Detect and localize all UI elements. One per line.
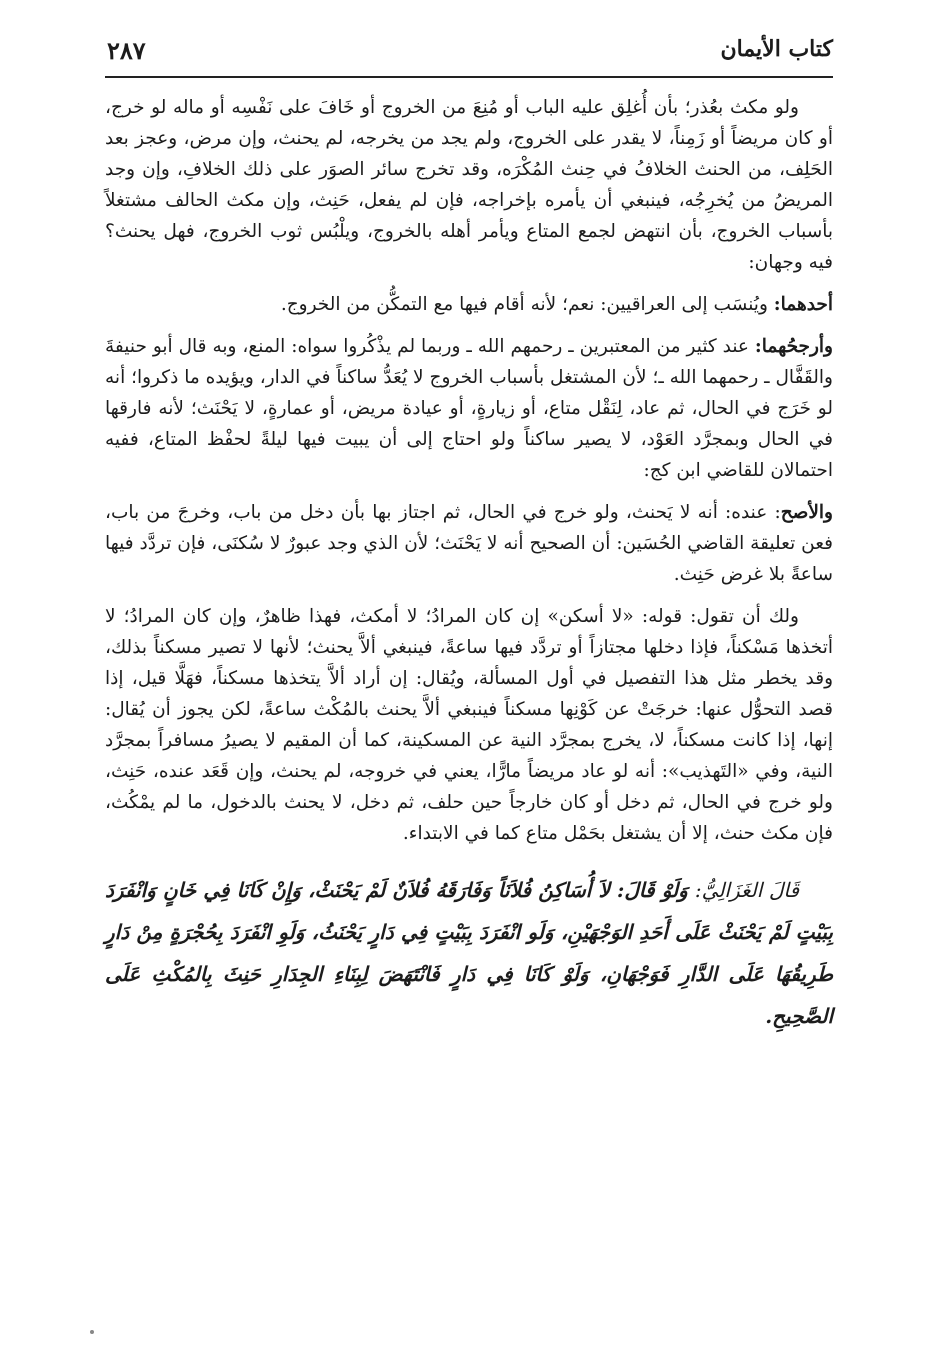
scan-mark xyxy=(90,1330,94,1334)
paragraph-2-lead: أحدهما: xyxy=(773,294,833,315)
ghazali-quote xyxy=(105,869,833,1037)
paragraph-4 xyxy=(105,497,833,590)
paragraph-3 xyxy=(105,331,833,486)
page-header xyxy=(105,28,833,74)
quote-intro: قَالَ الغَزَالِيُّ: xyxy=(694,878,800,902)
paragraph-4-lead: والأصح xyxy=(780,502,833,523)
page-body xyxy=(105,92,833,1048)
paragraph-5: ولك أن تقول: قوله: «لا أسكن» إن كان المرادُ؛ لا أمكث، فهذا ظاهرٌ، وإن كان المرادُ؛ لا أتخذها مَسْكناً، فإذا دخلها مجتازاً أو تردَّد فيها ساعةً، فينبغي ألاَّ يحنث؛ لأنها لا تصير مسكناً بذلك، وقد يخطر مثل هذا التفصيل في أول المسألة، ويُقال: إن أراد ألاَّ يتخذها مسكناً، فهَلَّا قيل، إذا قصد التحوُّل عنها: خرجَتْ عن كَوْنِها مسكناً فينبغي ألاَّ يحنث بالمُكْث ساعةً، لكن يجوز أن يُقال: إنها، إذا كانت مسكناً، لا، يخرج بمجرَّد النية عن المسكينة، كما أن المقيم لا يصيرُ مسافراً بمجرَّد النية، وفي «التَهذيب»: أنه لو عاد مريضاً مارًّا، يعني في خروجه، لم يحنث، وإن قَعَد عنده، حَنِث، ولو خرج في الحال، ثم دخل أو كان خارجاً حين حلف، ثم دخل، لا يحنث بالدخول، ما لم يمْكُث، فإن مكث حنث، إلا أن يشتغل بحَمْل متاع كما في الابتداء. xyxy=(105,606,833,844)
paragraph-4-text: : عنده: أنه لا يَحنث، ولو خرج في الحال، ثم اجتاز بها بأن دخل من باب، وخرجَ من باب، فعن تعليقة القاضي الحُسَين: أن الصحيح أنه لا يَحْنَث؛ لأن الذي وجد عبورٌ لا سُكنَى، فإن تردَّد فيها ساعةً بلا غرض حَنِث. xyxy=(105,502,833,585)
paragraph-2-text: ويُنسَب إلى العراقيين: نعم؛ لأنه أقام فيها مع التمكُّن من الخروج. xyxy=(280,294,774,315)
paragraph-1: ولو مكث بعُذر؛ بأن أُغلِق عليه الباب أو مُنِعَ من الخروج أو خَافَ على نَفْسِه أو ماله لو خرج، أو كان مريضاً أو زَمِناً، لا يقدر على الخروج، ولم يجد من يخرجه، لم يحنث، وإن مرض، وعجز بعد الحَلِف، من الحنث الخلافُ في حِنث المُكْرَه، وقد تخرج سائر الصوَر على ذلك الخلافِ، وإن وجد المريضُ من يُخرِجُه، فينبغي أن يأمره بإخراجه، فإن لم يفعل، حَنِث، وإن مكث الحالف مشتغلاً بأسباب الخروج، بأن انتهض لجمع المتاع ويأمر أهله بالخروج، ويلْبُس ثوب الخروج، فهل يحنث؟ فيه وجهان: xyxy=(105,97,833,273)
paragraph-3-text: عند كثير من المعتبرين ـ رحمهم الله ـ وربما لم يذْكُروا سواه: المنع، وبه قال أبو حنيفةَ والقَفَّال ـ رحمهما الله ـ؛ لأن المشتغل بأسباب الخروج لا يُعَدُّ ساكناً في الدار، ويؤيده ما ذكروا؛ أنه لو خَرَج في الحال، ثم عاد، لِنَقْل متاع، أو زيارةٍ، أو عيادة مريض، أو عمارةٍ، لا يَحْنَث؛ لأنه فارقها في الحال وبمجرَّد العَوْد، لا يصير ساكناً ولو احتاج إلى أن يبيت فيها ليلةً لحفْظ المتاع، ففيه احتمالان للقاضي ابن كج: xyxy=(105,336,833,481)
book-chapter-title: كتاب الأيمان xyxy=(720,36,833,62)
page-number: ٢٨٧ xyxy=(107,36,146,65)
header-rule xyxy=(105,76,833,78)
paragraph-2 xyxy=(105,289,833,320)
quote-text: وَلَوْ قَالَ: لاَ أُسَاكِنُ فُلاَنَاً وَفَارَقَهُ فُلاَنٌ لَمْ يَحْنَثْ، وَإِنْ كَانَا فِي خَانٍ وَانْفَرَدَ بِبَيْتٍ لَمْ يَحْنَثْ عَلَى أَحَدِ الوَجْهَيْنِ، وَلَو انْفَرَدَ بِبَيْتٍ فِي دَارٍ يَحْنَثُ، وَلَوِ انْفَرَدَ بِحُجْرَةٍ مِنْ دَارٍ طَرِيقُهَا عَلَى الدَّارِ فَوَجْهَانِ، وَلَوْ كَانَا فِي دَارٍ فَانْتَهَضَ لِبِنَاءِ الجِدَارِ حَنِثَ بِالمُكْثِ عَلَى الصَّحِيحِ. xyxy=(105,878,833,1028)
paragraph-3-lead: وأرجحُهما: xyxy=(754,336,833,357)
